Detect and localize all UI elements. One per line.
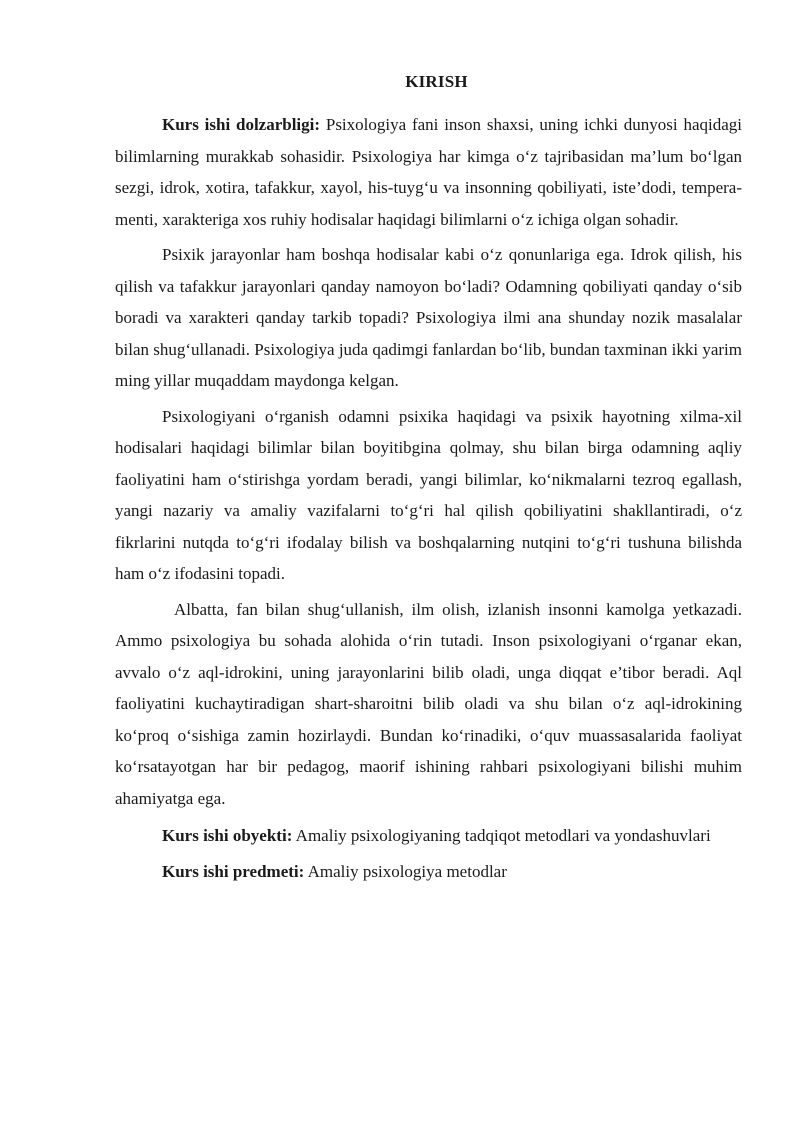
paragraph-psychic-processes: Psixik jarayonlar ham boshqa hodisalar kabi o‘z qonunlariga ega. Idrok qilish, his qilish va tafakkur jarayonlari qanday namoyon bo‘ladi? Odamning qobiliyati qanday o‘sib boradi va xarakteri qanday tarkib topadi? Psixologiya ilmi ana shunday nozik masalalar bilan shug‘ullanadi. Psixologiya juda qadimgi fanlardan bo‘lib, bundan taxminan ikki yarim ming yillar muqaddam maydonga kelgan. [115, 245, 742, 390]
paragraph-relevance [115, 109, 742, 235]
subject-text: Amaliy psixologiya metodlar [304, 861, 507, 881]
paragraph-subject [115, 856, 742, 888]
object-label: Kurs ishi obyekti: [162, 826, 293, 845]
relevance-label: Kurs ishi dolzarbligi: [162, 115, 321, 134]
object-text: Amaliy psixologiyaning tadqiqot metodlari va yondashuvlari [292, 826, 711, 845]
paragraph-science-importance: Albatta, fan bilan shug‘ullanish, ilm olish, izlanish insonni kamolga yetkazadi. Ammo psixologiya bu sohada alohida o‘rin tutadi. Inson psixologiyani o‘rganar ekan, avvalo o‘z aql-idrokini, uning jarayonlarini bilib oladi, unga diqqat e’tibor beradi. Aql faoliyatini kuchaytiradigan shart-sharoitni bilib oladi va shu bilan o‘z aql-idrokining ko‘proq o‘sishiga zamin hozirlaydi. Bundan ko‘rinadiki, o‘quv muassasalarida faoliyat ko‘rsatayotgan har bir pedagog, maorif ishining rahbari psixologiyani bilishi muhim ahamiyatga ega. [115, 599, 742, 808]
document-page [115, 72, 742, 891]
page-title: KIRISH [405, 72, 468, 91]
relevance-text: Psixologiya fani inson shaxsi, uning ichki dunyosi haqidagi bilimlarning murakkab sohasidir. Psixologiya har kimga o‘z tajribasidan ma’lum bo‘lgan sezgi, idrok, xotira, tafakkur, xayol, his-tuyg‘u va insonning qobiliyati, iste’dodi, tempera- menti, xarakteriga xos ruhiy hodisalar haqidagi bilimlarni o‘z ichiga olgan sohadir. [115, 115, 742, 229]
paragraph-studying-psychology: Psixologiyani o‘rganish odamni psixika haqidagi va psixik hayotning xilma-xil hodisalari haqidagi bilimlar bilan boyitibgina qolmay, shu bilan birga odamning aqliy faoliyatini ham o‘stirishga yordam beradi, yangi bilimlar, ko‘nikmalarni tezroq egallash, yangi nazariy va amaliy vazifalarni to‘g‘ri hal qilish qobiliyatini shakllantiradi, o‘z fikrlarini nutqda to‘g‘ri ifodalay bilish va boshqalarning nutqini to‘g‘ri tushuna bilishda ham o‘z ifodasini topadi. [115, 406, 742, 583]
paragraph-object [115, 820, 742, 852]
subject-label: Kurs ishi predmeti: [162, 861, 305, 881]
